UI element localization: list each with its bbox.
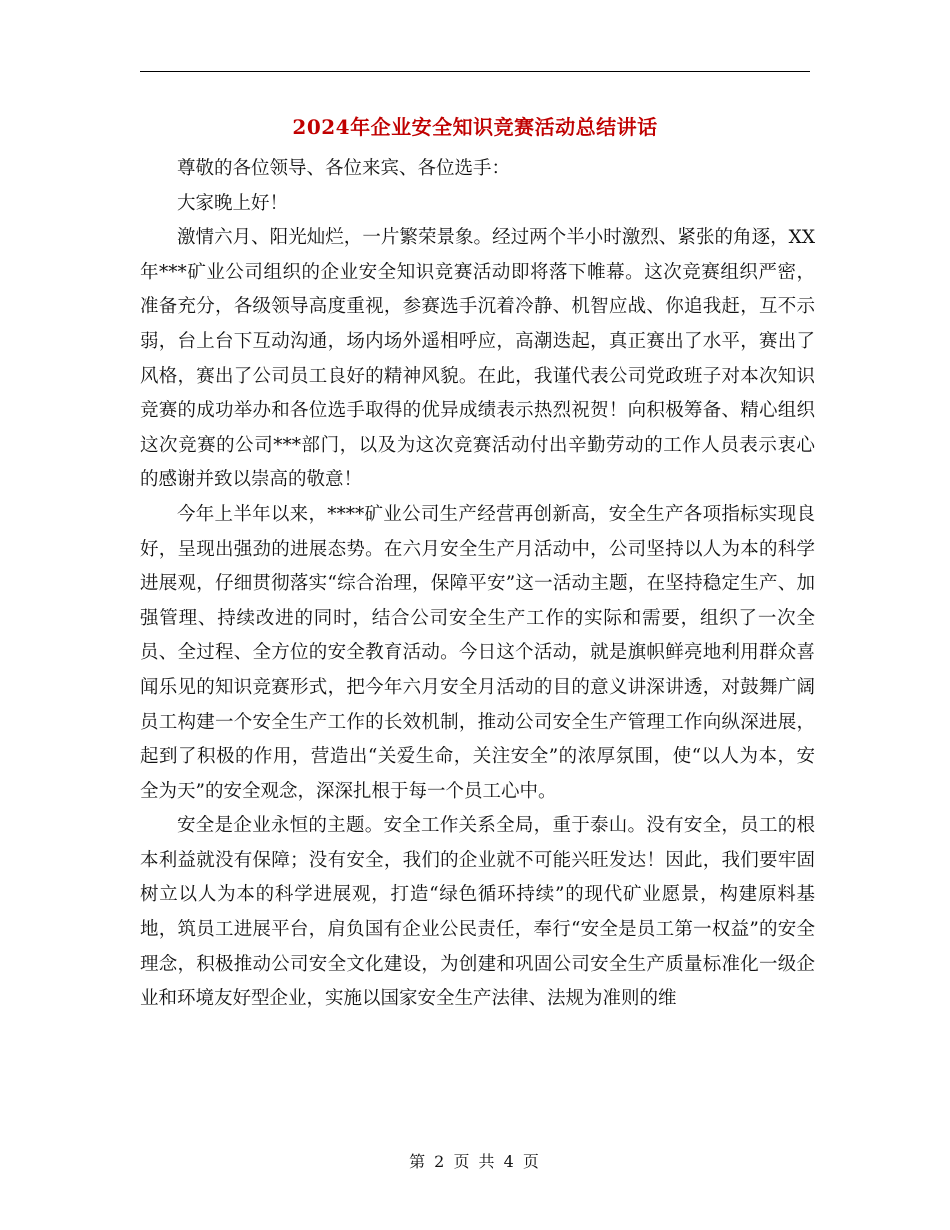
document-body [140, 152, 815, 1017]
body-paragraph-2: 今年上半年以来，****矿业公司生产经营再创新高，安全生产各项指标实现良好，呈现出强劲的进展态势。在六月安全生产月活动中，公司坚持以人为本的科学进展观，仔细贯彻落实“综合治理，保障平安”这一活动主题，在坚持稳定生产、加强管理、持续改进的同时，结合公司安全生产工作的实际和需要，组织了一次全员、全过程、全方位的安全教育活动。今日这个活动，就是旗帜鲜亮地利用群众喜闻乐见的知识竞赛形式，把今年六月安全月活动的目的意义讲深讲透，对鼓舞广阔员工构建一个安全生产工作的长效机制，推动公司安全生产管理工作向纵深进展，起到了积极的作用，营造出“关爱生命，关注安全”的浓厚氛围，使“以人为本，安全为天”的安全观念，深深扎根于每一个员工心中。 [140, 503, 815, 802]
salutation-paragraph: 尊敬的各位领导、各位来宾、各位选手： [177, 158, 511, 179]
document-title: 2024年企业安全知识竞赛活动总结讲话 [292, 115, 658, 139]
greeting-paragraph: 大家晚上好！ [177, 192, 289, 214]
page-number-footer: 第 2 页 共 4 页 [409, 1152, 541, 1171]
body-paragraph-3: 安全是企业永恒的主题。安全工作关系全局，重于泰山。没有安全，员工的根本利益就没有保障；没有安全，我们的企业就不可能兴旺发达！因此，我们要牢固树立以人为本的科学进展观，打造“绿色循环持续”的现代矿业愿景，构建原料基地，筑员工进展平台，肩负国有企业公民责任，奉行“安全是员工第一权益”的安全理念，积极推动公司安全文化建设，为创建和巩固公司安全生产质量标准化一级企业和环境友好型企业，实施以国家安全生产法律、法规为准则的维 [140, 815, 815, 1010]
body-paragraph-1: 激情六月、阳光灿烂，一片繁荣景象。经过两个半小时激烈、紧张的角逐，XX年***矿业公司组织的企业安全知识竞赛活动即将落下帷幕。这次竞赛组织严密，准备充分，各级领导高度重视，参赛选手沉着冷静、机智应战、你追我赶，互不示弱，台上台下互动沟通，场内场外遥相呼应，高潮迭起，真正赛出了水平，赛出了风格，赛出了公司员工良好的精神风貌。在此，我谨代表公司党政班子对本次知识竞赛的成功举办和各位选手取得的优异成绩表示热烈祝贺！向积极筹备、精心组织这次竞赛的公司***部门，以及为这次竞赛活动付出辛勤劳动的工作人员表示衷心的感谢并致以崇高的敬意！ [140, 227, 815, 491]
header-rule [140, 71, 810, 72]
